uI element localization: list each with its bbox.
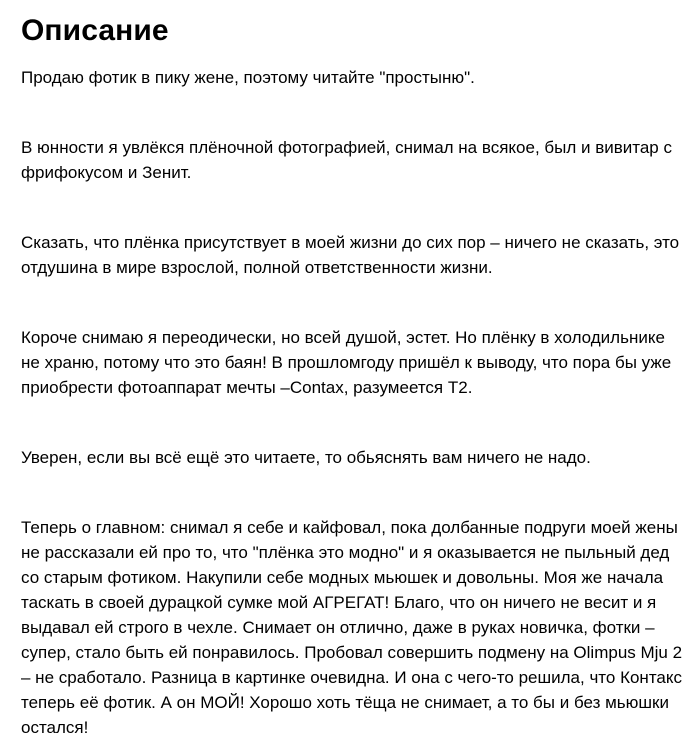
description-paragraph-4: Короче снимаю я переодически, но всей душой, эстет. Но плёнку в холодильнике не храню, потому что это баян! В прошломгоду пришёл к выводу, что пора бы уже приобрести фотоаппарат мечты –Contax, разумеется Т2. xyxy=(21,328,672,397)
description-paragraph-1: Продаю фотик в пику жене, поэтому читайте "простыню". xyxy=(21,68,475,87)
description-paragraph-5: Уверен, если вы всё ещё это читаете, то обьяснять вам ничего не надо. xyxy=(21,448,591,467)
description-paragraph-3: Сказать, что плёнка присутствует в моей жизни до сих пор – ничего не сказать, это отдушина в мире взрослой, полной ответственности жизни. xyxy=(21,233,680,277)
section-title: Описание xyxy=(21,14,169,47)
description-paragraph-6: Теперь о главном: снимал я себе и кайфовал, пока долбанные подруги моей жены не рассказали ей про то, что "плёнка это модно" и я оказывается не пыльный дед со старым фотиком. Накупили себе модных мьюшек и довольны. Моя же начала таскать в своей дурацкой сумке мой АГРЕГАТ! Благо, что он ничего не весит и я выдавал ей строго в чехле. Снимает он отлично, даже в руках новичка, фотки – супер, стало быть ей понравилось. Пробовал совершить подмену на Olimpus Mju 2 – не сработало. Разница в картинке очевидна. И она с чего-то решила, что Контакс теперь её фотик. А он МОЙ! Хорошо хоть тёща не снимает, а то бы и без мьюшки остался! xyxy=(21,518,683,737)
description-paragraph-2: В юнности я увлёкся плёночной фотографией, снимал на всякое, был и вивитар с фрифокусом и Зенит. xyxy=(21,138,672,182)
description-text xyxy=(21,65,683,740)
description-section xyxy=(21,14,683,740)
